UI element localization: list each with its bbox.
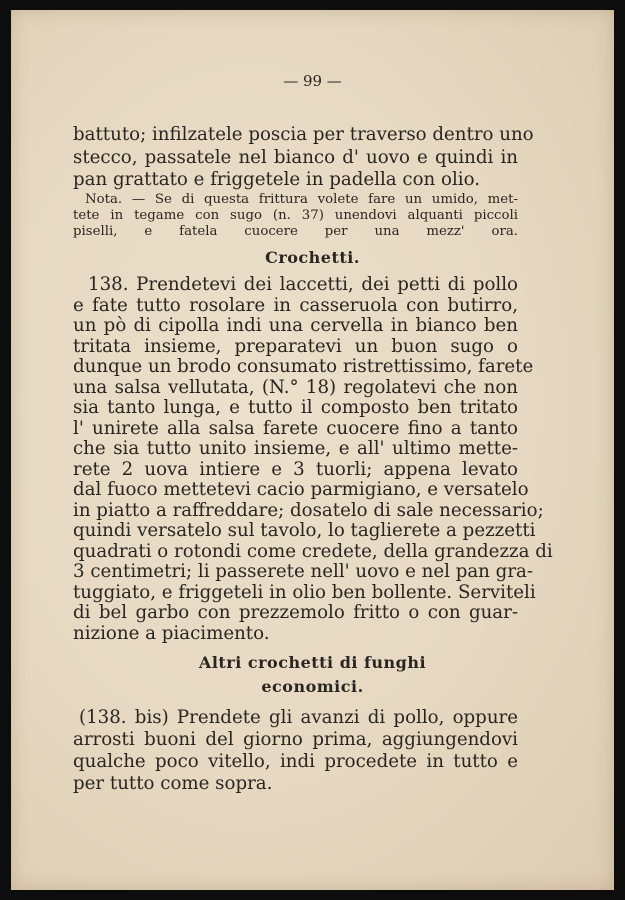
text-line: che sia tutto unito insieme, e all' ultimo mette-: [73, 438, 518, 459]
text-line: nizione a piacimento.: [73, 623, 270, 644]
section-title: Altri crochetti di funghi: [198, 653, 427, 672]
text-line: l' unirete alla salsa farete cuocere fino a tanto: [73, 418, 518, 439]
section-title: Crochetti.: [265, 248, 360, 267]
text-line: (138. bis) Prendete gli avanzi di pollo, oppure: [79, 707, 518, 728]
text-line: stecco, passatele nel bianco d' uovo e quindi in: [73, 147, 518, 168]
text-line: di bel garbo con prezzemolo fritto o con guar-: [73, 602, 518, 623]
text-line: per tutto come sopra.: [73, 773, 273, 794]
text-line: tritata insieme, preparatevi un buon sugo o: [73, 336, 518, 357]
text-line: dunque un brodo consumato ristrettissimo, farete: [73, 356, 534, 377]
text-line: quadrati o rotondi come credete, della grandezza di: [73, 541, 553, 562]
text-line: e fate tutto rosolare in casseruola con butirro,: [73, 295, 518, 316]
note-line: tete in tegame con sugo (n. 37) unendovi alquanti piccoli: [73, 208, 518, 223]
note-line: Nota. — Se di questa frittura volete fare un umido, met-: [85, 192, 518, 207]
text-line: 138. Prendetevi dei laccetti, dei petti di pollo: [88, 274, 518, 295]
text-line: in piatto a raffreddare; dosatelo di sale necessario;: [73, 500, 544, 521]
text-line: battuto; infilzatele poscia per traverso dentro uno: [73, 124, 534, 145]
section-title-continued: economici.: [261, 677, 364, 696]
page-number: — 99 —: [283, 72, 342, 90]
text-line: rete 2 uova intiere e 3 tuorli; appena levato: [73, 459, 518, 480]
text-line: un pò di cipolla indi una cervella in bianco ben: [73, 315, 518, 336]
text-line: una salsa vellutata, (N.° 18) regolatevi che non: [73, 377, 518, 398]
text-line: dal fuoco mettetevi cacio parmigiano, e versatelo: [73, 479, 529, 500]
text-line: qualche poco vitello, indi procedete in tutto e: [73, 751, 518, 772]
text-line: pan grattato e friggetele in padella con olio.: [73, 169, 481, 190]
text-line: tuggiato, e friggeteli in olio ben bollente. Serviteli: [73, 582, 536, 603]
text-line: arrosti buoni del giorno prima, aggiungendovi: [73, 729, 518, 750]
book-page: [11, 10, 614, 890]
text-line: 3 centimetri; li passerete nell' uovo e nel pan gra-: [73, 561, 534, 582]
note-line: piselli, e fatela cuocere per una mezz' ora.: [73, 224, 518, 239]
text-line: sia tanto lunga, e tutto il composto ben tritato: [73, 397, 518, 418]
text-line: quindi versatelo sul tavolo, lo taglierete a pezzetti: [73, 520, 536, 541]
